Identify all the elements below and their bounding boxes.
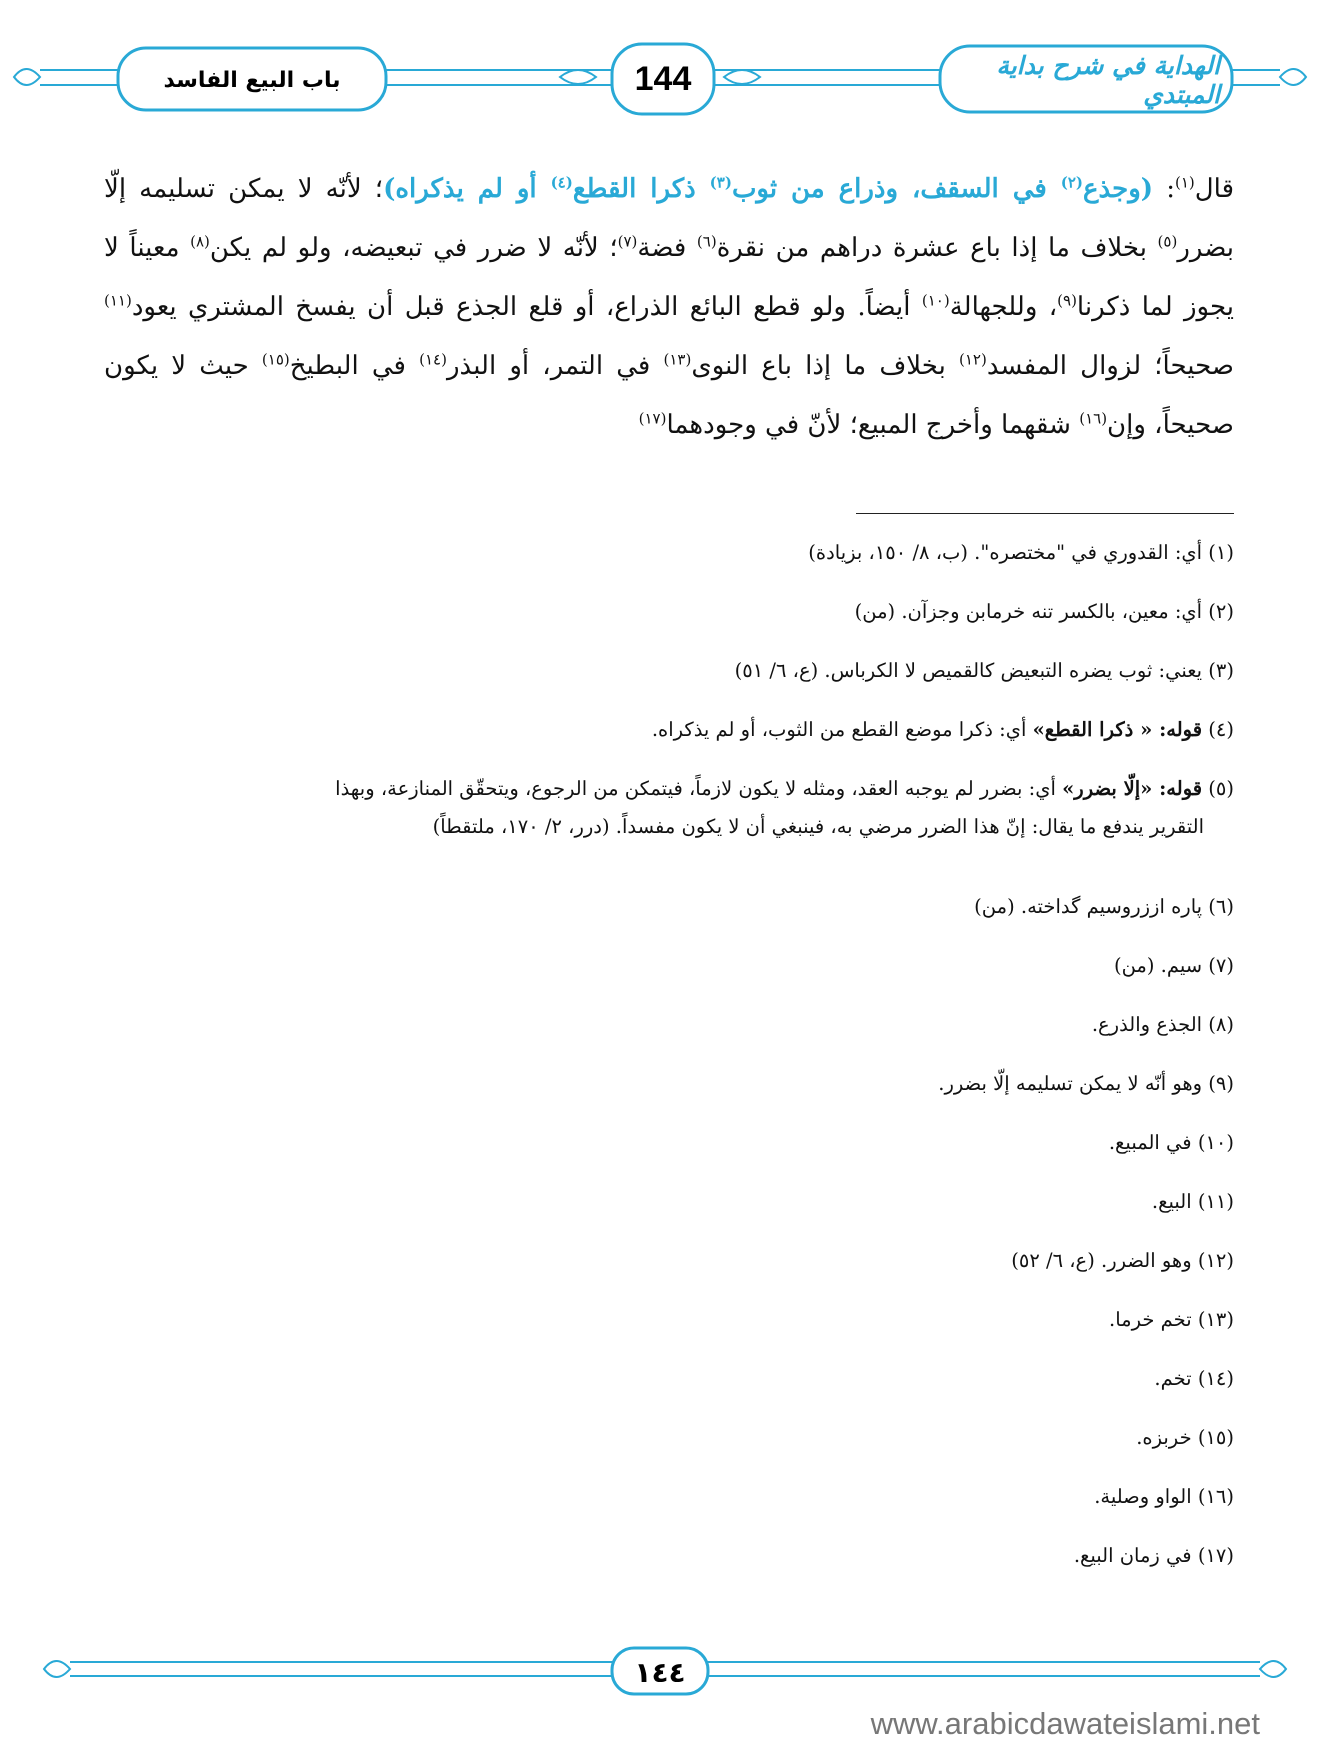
website-url: www.arabicdawateislami.net [870,1706,1260,1741]
footnote-number: (١٧) [1191,1544,1234,1567]
footnote-ref: (٣) [709,173,732,192]
text-run: ؛ لأنّه لا ضرر في تبعيضه، ولو لم يكن [209,233,618,263]
footnote-text: يعني: ثوب يضره التبعيض كالقميص لا الكرباس. (ع، ٦/ ٥١) [734,659,1203,682]
footnote-ref: (٥) [1157,232,1178,251]
footnote-number: (٨) [1202,1013,1234,1036]
text-run: قال [1194,174,1235,204]
text-run: بخلاف ما إذا باع النوى [691,351,959,381]
matn-text: أو لم يذكراه) [383,174,551,204]
footnote-ref: (١٢) [959,350,987,369]
text-run: في البطيخ [289,351,420,381]
footnote-number: (٦) [1202,895,1234,918]
text-run: فضة [637,233,697,263]
footnote-item [104,650,1234,709]
footnote-number: (٣) [1202,659,1234,682]
footnote-text: الواو وصلية. [1094,1485,1192,1508]
text-run: صحيحاً؛ لزوال المفسد [986,351,1234,381]
footnote-number: (١٠) [1191,1131,1234,1154]
book-title: الهداية في شرح بداية المبتدي [996,51,1220,109]
matn-text: ذكرا القطع [572,174,710,204]
text-run: حيث لا يكون صحيحاً، وإن [104,351,1234,440]
footnote-number: (٧) [1202,954,1234,977]
footnotes-list [104,532,1234,1594]
footnote-label: قوله: « ذكرا القطع» [1032,718,1203,741]
footnote-text: پاره اززروسيم گداخته. (من) [974,895,1203,918]
footnote-number: (١١) [1191,1190,1234,1213]
matn-text: (وجذع [1083,174,1154,204]
footnote-item [104,886,1234,945]
footnote-item [104,1535,1234,1594]
footnote-text-continued: التقرير يندفع ما يقال: إنّ هذا الضرر مرضي به، فينبغي أن لا يكون مفسداً. (درر، ٢/ ١٧٠، ملتقطاً) [432,815,1204,838]
footnote-item [104,1417,1234,1476]
footnote-ref: (١٤) [419,350,447,369]
footnote-number: (١٥) [1191,1426,1234,1449]
page-header [0,0,1319,140]
footnote-text: أي: بضرر لم يوجبه العقد، ومثله لا يكون لازماً، فيتمكن من الرجوع، ويتحقّق المنازعة، وبهذا [335,777,1063,800]
footnote-item [104,591,1234,650]
footnote-item [104,1240,1234,1299]
footnote-item [104,1181,1234,1240]
footnote-text: وهو الضرر. (ع، ٦/ ٥٢) [1011,1249,1192,1272]
footnote-number: (٢) [1202,600,1234,623]
footnote-item [104,1122,1234,1181]
footnote-ref: (١٥) [261,350,290,369]
footnote-number: (٩) [1202,1072,1234,1095]
text-run: بخلاف ما إذا باع عشرة دراهم من نقرة [716,233,1158,263]
footnote-number: (١٦) [1191,1485,1234,1508]
text-run: في التمر، أو البذر [446,351,664,381]
footnote-ref: (٧) [617,232,638,251]
footnote-number: (١٣) [1191,1308,1234,1331]
main-text-body [104,160,1234,455]
footnote-number: (١) [1202,541,1234,564]
text-run: معيناً لا يجوز لما ذكرنا [104,233,1234,322]
footnote-ref: (١٣) [663,350,692,369]
footnote-text: الجذع والذرع. [1091,1013,1203,1036]
footnote-text: في زمان البيع. [1073,1544,1192,1567]
footnote-ref: (٤) [550,173,573,192]
footnote-text: البيع. [1151,1190,1192,1213]
footnote-item [104,768,1234,886]
footnote-text: تخم خرما. [1109,1308,1192,1331]
page-number: 144 [634,59,692,98]
footnote-ref: (١) [1174,173,1195,192]
footnote-text: أي: معين، بالكسر تنه خرمابن وجزآن. (من) [854,600,1203,623]
footnote-item [104,709,1234,768]
footnote-number: (٤) [1202,718,1234,741]
footnote-text: وهو أنّه لا يمكن تسليمه إلّا بضرر. [938,1072,1203,1095]
footnote-number: (١٤) [1191,1367,1234,1390]
text-run: ، وللجهالة [949,292,1058,322]
matn-text: في السقف، وذراع من ثوب [731,174,1061,204]
text-run: ؛ لأنّه لا يمكن تسليمه إلّا بضرر [104,174,1234,263]
footnote-text: خربزه. [1136,1426,1192,1449]
footnote-ref: (٩) [1057,291,1077,310]
footnote-divider [856,513,1234,514]
footnote-text: أي: ذكرا موضع القطع من الثوب، أو لم يذكراه. [651,718,1033,741]
footnote-item [104,1063,1234,1122]
footnote-item [104,1299,1234,1358]
footnote-ref: (٦) [696,232,717,251]
footnote-number: (٥) [1202,777,1234,800]
footnote-text: سيم. (من) [1113,954,1203,977]
text-run: أيضاً. ولو قطع البائع الذراع، أو قلع الجذع قبل أن يفسخ المشتري يعود [131,292,922,322]
footnote-item [104,1476,1234,1535]
footnote-ref: (٢) [1060,173,1083,192]
text-run: : [1153,174,1175,204]
footnote-ref: (١٦) [1079,409,1108,428]
footer-page-number: ١٤٤ [634,1655,686,1689]
footnote-item [104,945,1234,1004]
chapter-title: باب البيع الفاسد [163,67,341,93]
footnote-text: أي: القدوري في "مختصره". (ب، ٨/ ١٥٠، بزيادة) [808,541,1203,564]
footnote-number: (١٢) [1191,1249,1234,1272]
footnote-item [104,532,1234,591]
footnote-item [104,1004,1234,1063]
footnote-ref: (١٠) [921,291,950,310]
footnote-ref: (٨) [190,232,210,251]
text-run: شقهما وأخرج المبيع؛ لأنّ في وجودهما [666,410,1080,440]
footnote-text: في المبيع. [1108,1131,1192,1154]
footnote-item [104,1358,1234,1417]
footnote-text: تخم. [1154,1367,1192,1390]
footnote-ref: (١١) [104,291,132,310]
footnote-ref: (١٧) [638,409,667,428]
footnote-label: قوله: «إلّا بضرر» [1062,777,1203,800]
